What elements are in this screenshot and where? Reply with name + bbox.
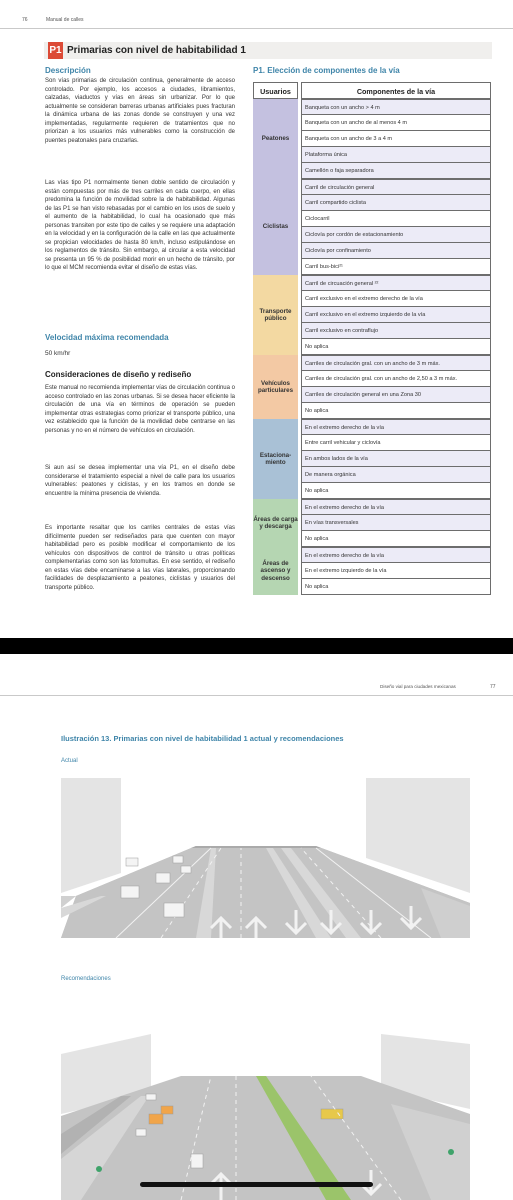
page-separator [0,638,513,654]
component-row: Carril exclusivo en el extremo derecho de la vía [301,291,491,307]
user-group-cell: Vehículos particulares [253,355,298,419]
component-row: No aplica [301,483,491,499]
component-row: De manera orgánica [301,467,491,483]
component-row: En el extremo derecho de la vía [301,499,491,515]
component-row: Banqueta con un ancho de 3 a 4 m [301,131,491,147]
component-row: Carril bus-bici²¹ [301,259,491,275]
component-row: En vías transversales [301,515,491,531]
component-row: Plataforma única [301,147,491,163]
component-row: Entre carril vehicular y ciclovía [301,435,491,451]
design-paragraph-2: Si aun así se desea implementar una vía P1, en el diseño debe considerarse el tratamiento especial a nivel de calle para los usuarios vulnerables: peatones y ciclistas, y en los tramos en donde se encuentre la mínima presencia de vivienda. [45,465,235,497]
label-recommendations: Recomendaciones [61,976,111,982]
component-row: Camellón o faja separadora [301,163,491,179]
user-group-cell: Peatones [253,99,298,179]
page-title: Primarias con nivel de habitabilidad 1 [67,45,246,56]
component-row: No aplica [301,339,491,355]
component-row: No aplica [301,403,491,419]
component-row: En el extremo derecho de la vía [301,419,491,435]
components-table [253,82,491,595]
component-row: Banqueta con un ancho de al menos 4 m [301,115,491,131]
component-row: Carril de circulación general [301,179,491,195]
description-heading: Descripción [45,66,91,75]
description-paragraph-2: Las vías tipo P1 normalmente tienen doble sentido de circulación y están compuestas por más de tres carriles en cada cuerpo, en ellas predomina la función de movilidad sobre la de habitabilidad. Algunas de las P1 se han visto rebasadas por el cambio en los usos de suelo y el aumento de la habitabilidad, lo cual ha ocasionado que más personas transiten por este tipo de calles y se requiere una adaptación en la velocidad y en la configuración de la calle en las que actualmente se propician velocidades de hasta 80 km/h, incluso estipulándose en los reglamentos de tránsito. Sin embargo, al circular a esta velocidad se presenta un 95 % de posibilidad morir en un hecho de tránsito, por lo que el MCM recomienda evitar el diseño de estas vías. [45,180,235,271]
illustration-title: Ilustración 13. Primarias con nivel de habitabilidad 1 actual y recomendaciones [61,734,344,743]
label-actual: Actual [61,758,78,764]
table-heading: P1. Elección de componentes de la vía [253,66,400,75]
component-row: No aplica [301,531,491,547]
street-illustration-recommendations [61,1034,470,1200]
component-row: Banqueta con un ancho > 4 m [301,99,491,115]
component-row: Carril exclusivo en contraflujo [301,323,491,339]
header-divider [0,695,513,696]
title-code-badge: P1 [48,42,63,59]
street-illustration-actual [61,778,470,938]
user-group-cell: Áreas de carga y descarga [253,499,298,547]
component-row: Carril de circuación general ²² [301,275,491,291]
user-group-cell: Transporte público [253,275,298,355]
column-header-users: Usuarios [253,82,298,99]
speed-value: 50 km/hr [45,350,71,357]
component-row: Carril exclusivo en el extremo izquierdo de la vía [301,307,491,323]
user-group-cell: Áreas de ascenso y descenso [253,547,298,595]
component-row: En el extremo derecho de la vía [301,547,491,563]
description-paragraph-1: Son vías primarias de circulación continua, generalmente de acceso controlado. Por ejemplo, los accesos a ciudades, libramientos, calzadas, viaductos y vías en áreas sin urbanizar. Por lo que actualmente se consideran barreras urbanas artificiales pues fracturan la dinámica urbana de las zonas donde se construyen y una vez implementadas, regularmente requieren de tratamientos que no priorizan a los usuarios más vulnerables como la construcción de puentes peatonales para cruzarlas. [45,78,235,144]
home-indicator [140,1182,373,1187]
component-row: Carriles de circulación general en una Zona 30 [301,387,491,403]
page-number: 77 [490,684,496,690]
running-header: Diseño vial para ciudades mexicanas [380,684,456,689]
component-row: Carriles de circulación gral. con un ancho de 3 m máx. [301,355,491,371]
design-paragraph-3: Es importante resaltar que los carriles centrales de estas vías difícilmente pueden ser rediseñados para que cuenten con mayor habitabilidad pero es posible modificar el comportamiento de los vehículos con dispositivos de control de tránsito u otras políticas complementarias como son las fotomultas. En ese sentido, el rediseño en estas vías debe encaminarse a las vías laterales, proporcionando facilidades de desplazamiento a peatones, ciclistas y usuarios del transporte público. [45,525,235,591]
user-group-cell: Estaciona- miento [253,419,298,499]
component-row: Carriles de circulación gral. con un ancho de 2,50 a 3 m máx. [301,371,491,387]
document-page-77 [0,654,513,1200]
component-row: En el extremo izquierdo de la vía [301,563,491,579]
component-row: Ciclovía por cordón de estacionamiento [301,227,491,243]
design-paragraph-1: Este manual no recomienda implementar vías de circulación continua o acceso controlado en las zonas urbanas. Si se desea hacer eficiente la circulación de una vía en términos de operación se pueden implementar otras estrategias como priorizar el transporte público, una vez establecido que la función de la movilidad debe centrarse en las personas y no en el número de vehículos en circulación. [45,385,235,434]
running-header: Manual de calles [46,17,84,23]
speed-heading: Velocidad máxima recomendada [45,333,169,342]
component-row: En ambos lados de la vía [301,451,491,467]
user-group-cell: Ciclistas [253,179,298,275]
page-number: 76 [22,17,28,23]
component-row: Ciclovía por confinamiento [301,243,491,259]
component-row: No aplica [301,579,491,595]
header-divider [0,28,513,29]
component-row: Carril compartido ciclista [301,195,491,211]
design-heading: Consideraciones de diseño y rediseño [45,370,192,379]
column-header-components: Componentes de la vía [301,82,491,99]
component-row: Ciclocarril [301,211,491,227]
